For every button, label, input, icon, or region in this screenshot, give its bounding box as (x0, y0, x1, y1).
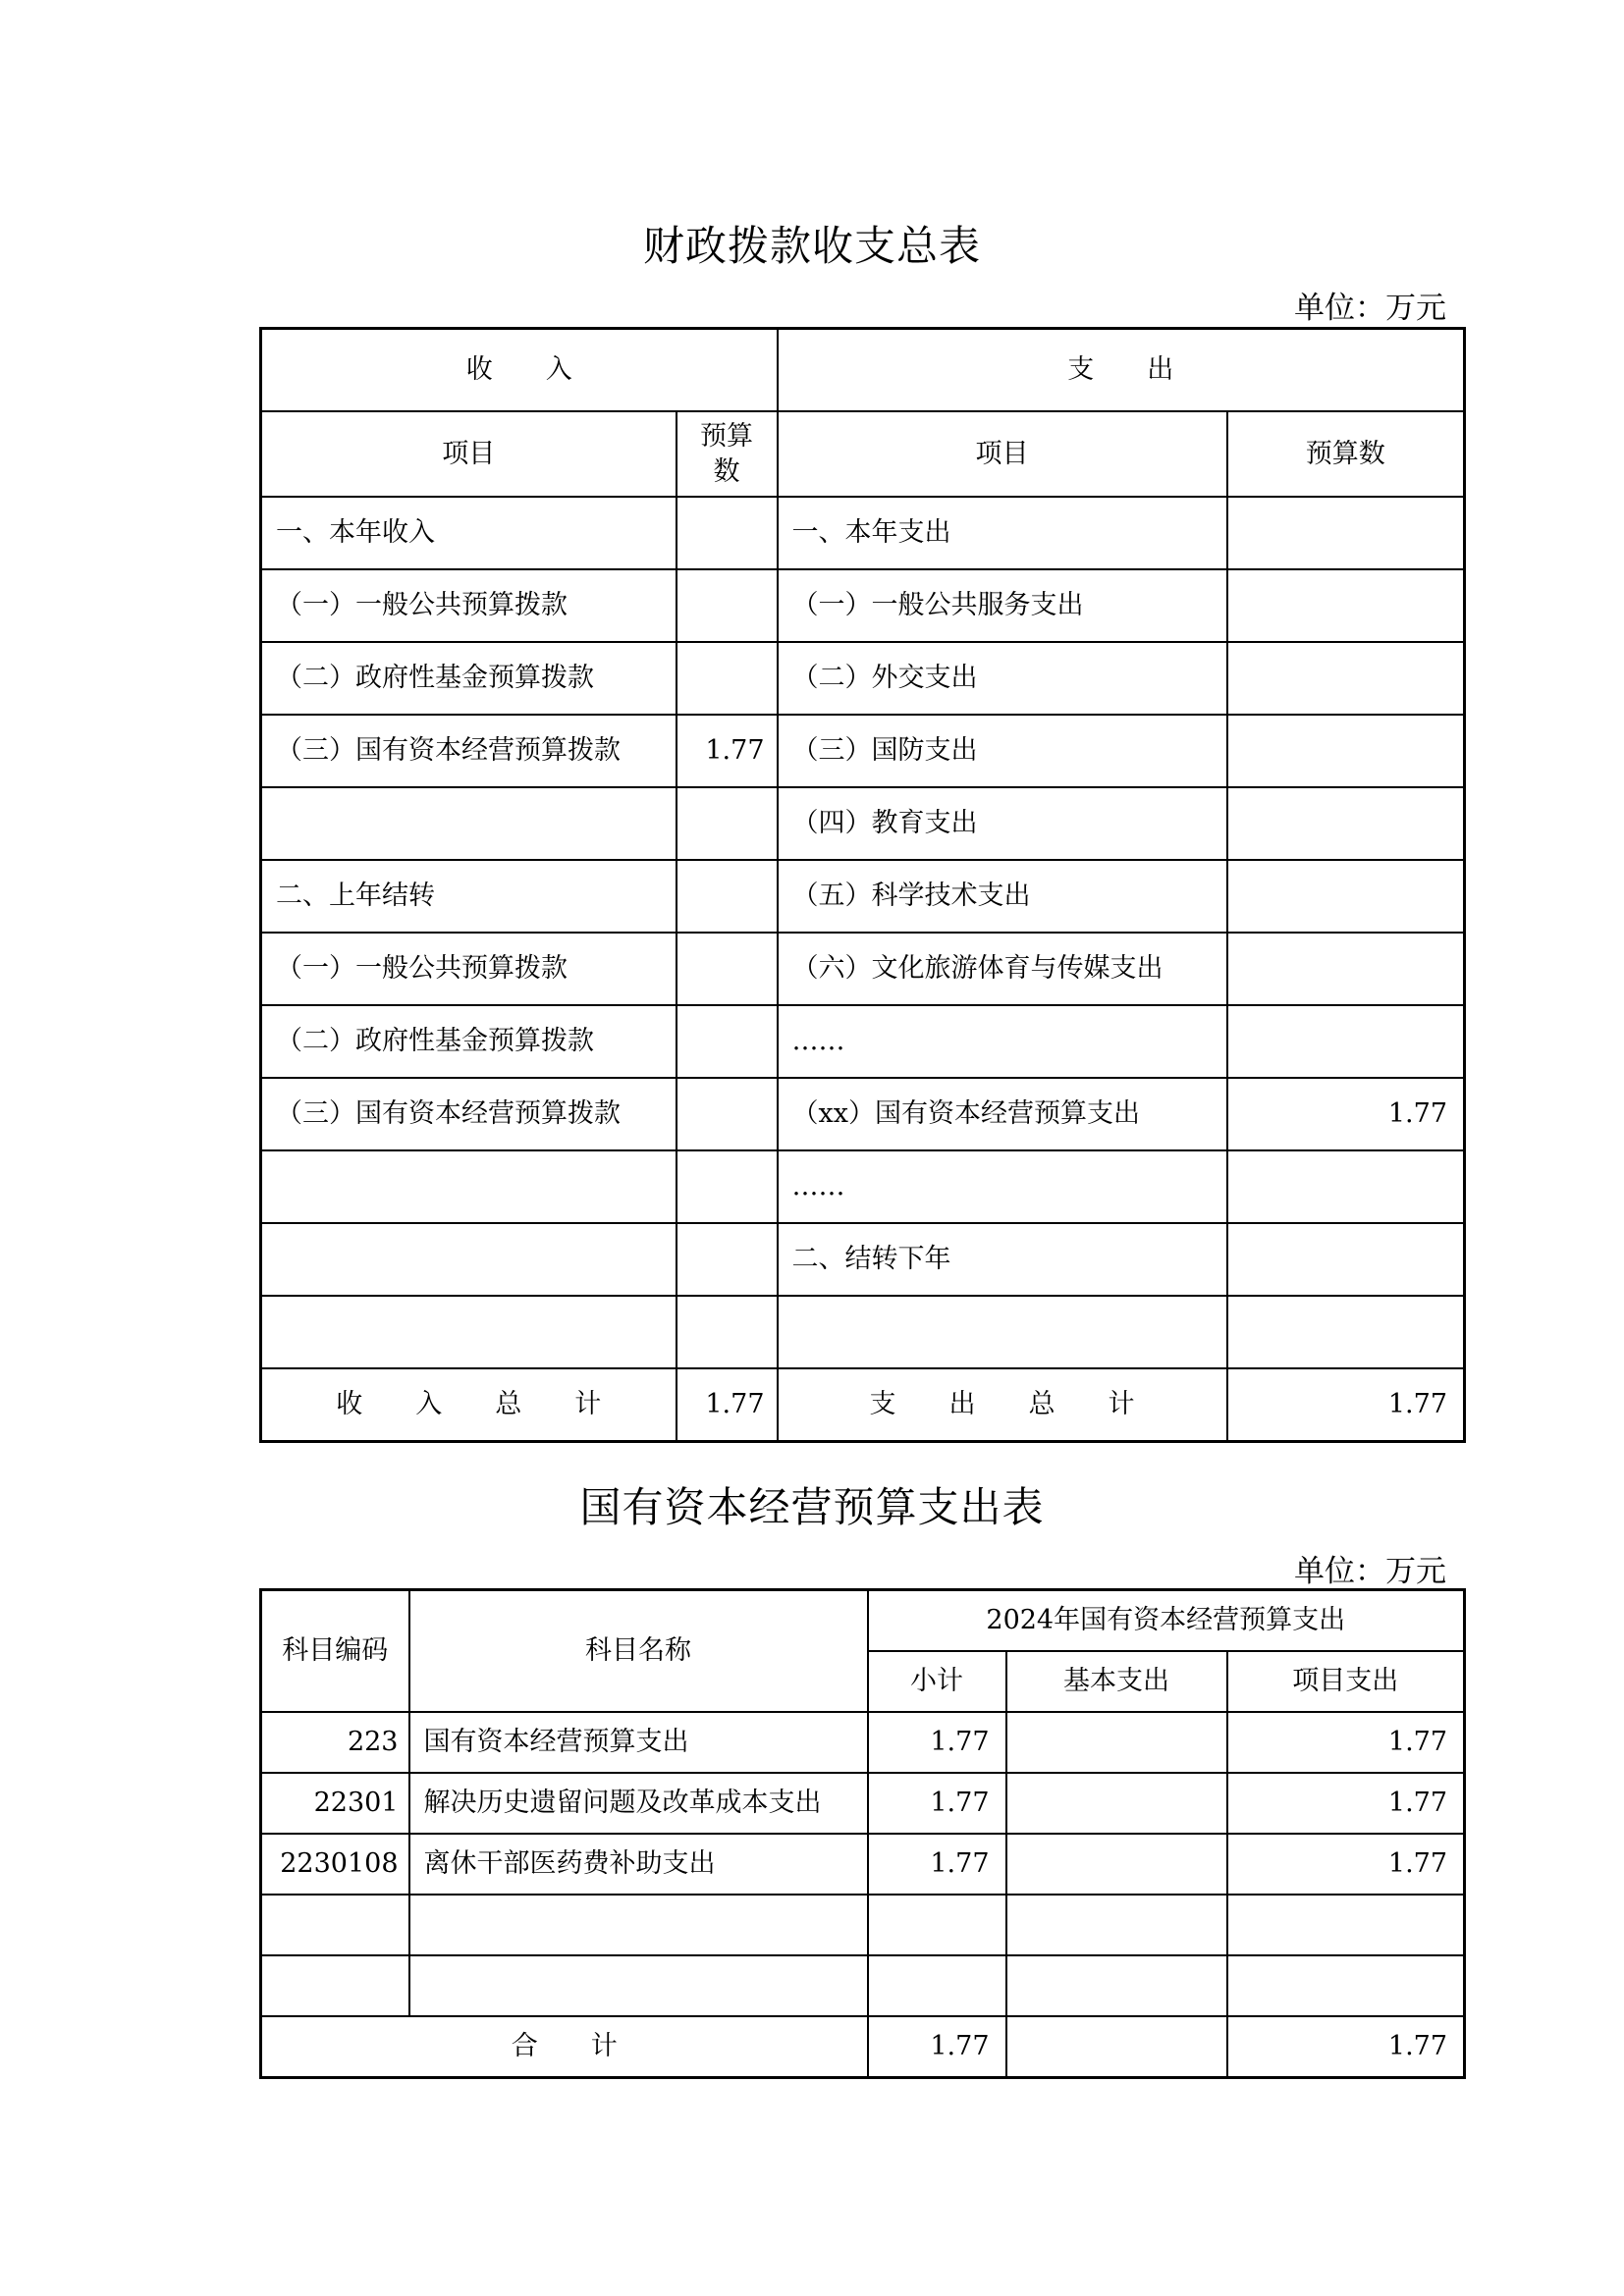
income-item (261, 1223, 677, 1296)
table-row (261, 860, 1465, 933)
expense-value (1227, 642, 1465, 715)
income-item: （三）国有资本经营预算拨款 (261, 715, 677, 787)
expense-total-label: 支 出 总 计 (778, 1368, 1227, 1442)
name-cell (409, 1955, 868, 2016)
expense-value: 1.77 (1227, 1078, 1465, 1150)
income-value (677, 787, 778, 860)
soe-total-subtotal: 1.77 (868, 2016, 1006, 2078)
expense-value (1227, 1223, 1465, 1296)
expense-item: （二）外交支出 (778, 642, 1227, 715)
expense-value (1227, 787, 1465, 860)
income-value (677, 1223, 778, 1296)
expense-item: …… (778, 1005, 1227, 1078)
expense-item: （xx）国有资本经营预算支出 (778, 1078, 1227, 1150)
table-row (261, 1834, 1465, 1895)
subtotal-cell (868, 1955, 1006, 2016)
name-header: 科目名称 (409, 1590, 868, 1713)
income-item: （二）政府性基金预算拨款 (261, 642, 677, 715)
subtotal-cell (868, 1895, 1006, 1955)
expense-value (1227, 715, 1465, 787)
expense-value (1227, 1296, 1465, 1368)
income-value (677, 497, 778, 569)
expense-item: （五）科学技术支出 (778, 860, 1227, 933)
table-row (261, 569, 1465, 642)
income-value (677, 569, 778, 642)
project-cell: 1.77 (1227, 1773, 1465, 1834)
subtotal-header: 小计 (868, 1651, 1006, 1712)
income-item-header: 项目 (261, 411, 677, 497)
income-item (261, 1296, 677, 1368)
income-item: （一）一般公共预算拨款 (261, 569, 677, 642)
project-cell (1227, 1895, 1465, 1955)
income-value (677, 933, 778, 1005)
income-total-value: 1.77 (677, 1368, 778, 1442)
summary-table (259, 327, 1466, 1443)
expense-value (1227, 860, 1465, 933)
table-row (261, 1773, 1465, 1834)
table-row (261, 497, 1465, 569)
income-item: （一）一般公共预算拨款 (261, 933, 677, 1005)
income-item: （三）国有资本经营预算拨款 (261, 1078, 677, 1150)
income-value (677, 1078, 778, 1150)
expense-item: …… (778, 1150, 1227, 1223)
name-cell: 国有资本经营预算支出 (409, 1712, 868, 1773)
soe-total-basic (1006, 2016, 1227, 2078)
income-item (261, 1150, 677, 1223)
income-total-label: 收 入 总 计 (261, 1368, 677, 1442)
table-row (261, 642, 1465, 715)
income-value (677, 860, 778, 933)
expense-budget-header: 预算数 (1227, 411, 1465, 497)
expense-header: 支 出 (778, 329, 1465, 412)
expense-item: （一）一般公共服务支出 (778, 569, 1227, 642)
table-row (261, 1223, 1465, 1296)
name-cell: 解决历史遗留问题及改革成本支出 (409, 1773, 868, 1834)
subtotal-cell: 1.77 (868, 1834, 1006, 1895)
expense-item: 一、本年支出 (778, 497, 1227, 569)
income-item: （二）政府性基金预算拨款 (261, 1005, 677, 1078)
basic-header: 基本支出 (1006, 1651, 1227, 1712)
basic-cell (1006, 1834, 1227, 1895)
soe-title: 国有资本经营预算支出表 (579, 1483, 1045, 1531)
project-cell: 1.77 (1227, 1834, 1465, 1895)
expense-item (778, 1296, 1227, 1368)
income-header: 收 入 (261, 329, 778, 412)
expense-total-value: 1.77 (1227, 1368, 1465, 1442)
soe-total-project: 1.77 (1227, 2016, 1465, 2078)
summary-unit: 单位：万元 (1294, 291, 1446, 326)
project-cell: 1.77 (1227, 1712, 1465, 1773)
table-row (261, 787, 1465, 860)
soe-unit: 单位：万元 (1294, 1554, 1446, 1589)
name-cell: 离休干部医药费补助支出 (409, 1834, 868, 1895)
code-cell: 223 (261, 1712, 409, 1773)
table-row (261, 1955, 1465, 2016)
basic-cell (1006, 1712, 1227, 1773)
expense-value (1227, 1150, 1465, 1223)
name-cell (409, 1895, 868, 1955)
income-value (677, 1005, 778, 1078)
table-row (261, 1150, 1465, 1223)
income-item: 一、本年收入 (261, 497, 677, 569)
basic-cell (1006, 1955, 1227, 2016)
expense-value (1227, 497, 1465, 569)
project-header: 项目支出 (1227, 1651, 1465, 1712)
table-row (261, 1712, 1465, 1773)
subtotal-cell: 1.77 (868, 1712, 1006, 1773)
expense-item-header: 项目 (778, 411, 1227, 497)
income-value (677, 642, 778, 715)
table-row (261, 933, 1465, 1005)
expense-value (1227, 1005, 1465, 1078)
income-value (677, 1150, 778, 1223)
soe-total-label: 合 计 (261, 2016, 868, 2078)
subtotal-cell: 1.77 (868, 1773, 1006, 1834)
group-header: 2024年国有资本经营预算支出 (868, 1590, 1465, 1652)
code-header: 科目编码 (261, 1590, 409, 1713)
expense-value (1227, 933, 1465, 1005)
income-item (261, 787, 677, 860)
expense-item: （三）国防支出 (778, 715, 1227, 787)
income-value: 1.77 (677, 715, 778, 787)
table-row (261, 1078, 1465, 1150)
soe-table (259, 1588, 1466, 2079)
code-cell: 22301 (261, 1773, 409, 1834)
expense-item: 二、结转下年 (778, 1223, 1227, 1296)
code-cell (261, 1895, 409, 1955)
table-row (261, 1895, 1465, 1955)
table-row (261, 715, 1465, 787)
expense-item: （四）教育支出 (778, 787, 1227, 860)
basic-cell (1006, 1773, 1227, 1834)
income-budget-header: 预算数 (677, 411, 778, 497)
project-cell (1227, 1955, 1465, 2016)
expense-value (1227, 569, 1465, 642)
code-cell (261, 1955, 409, 2016)
table-row (261, 1005, 1465, 1078)
expense-item: （六）文化旅游体育与传媒支出 (778, 933, 1227, 1005)
income-item: 二、上年结转 (261, 860, 677, 933)
table-row (261, 1296, 1465, 1368)
code-cell: 2230108 (261, 1834, 409, 1895)
summary-title: 财政拨款收支总表 (642, 222, 981, 270)
basic-cell (1006, 1895, 1227, 1955)
income-value (677, 1296, 778, 1368)
